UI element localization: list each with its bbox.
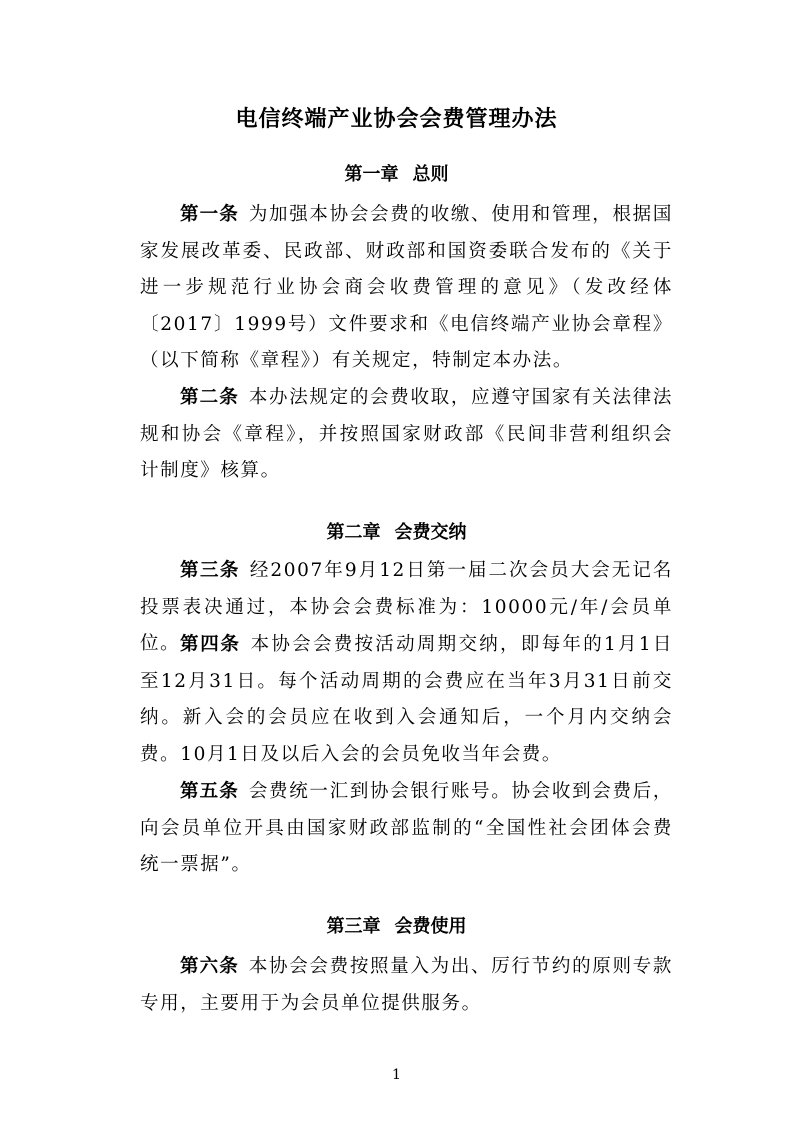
article-label: 第三条 (180, 560, 240, 581)
article-2 (140, 380, 673, 490)
chapter-heading-3 (0, 912, 793, 942)
chapter-number: 第二章 (326, 522, 381, 543)
chapter-number: 第一章 (344, 164, 399, 185)
article-5 (140, 774, 673, 884)
chapter-heading-1 (0, 160, 793, 190)
article-text: 本协会会费按活动周期交纳，即每年的1月1日至12月31日。每个活动周期的会费应在当年3月31日前交纳。新入会的会员应在收到入会通知后，一个月内交纳会费。10月1日及以后入会的会员免收当年会费。 (140, 634, 673, 765)
article-label: 第六条 (180, 956, 239, 977)
article-text: 为加强本协会会费的收缴、使用和管理，根据国家发展改革委、民政部、财政部和国资委联合发布的《关于进一步规范行业协会商会收费管理的意见》（发改经体〔2017〕1999号）文件要求和《电信终端产业协会章程》（以下简称《章程》）有关规定，特制定本办法。 (140, 204, 673, 371)
chapter-name: 会费交纳 (394, 522, 467, 543)
article-label: 第四条 (180, 634, 241, 655)
article-1 (140, 197, 673, 380)
chapter-name: 总则 (412, 164, 449, 185)
article-6 (140, 949, 673, 1022)
chapter-heading-2 (0, 518, 793, 548)
article-text: 会费统一汇到协会银行账号。协会收到会费后，向会员单位开具由国家财政部监制的“全国性社会团体会费统一票据”。 (140, 781, 673, 875)
article-text: 本协会会费按照量入为出、厉行节约的原则专款专用，主要用于为会员单位提供服务。 (140, 956, 673, 1014)
article-label: 第二条 (180, 387, 239, 408)
article-label: 第五条 (180, 781, 239, 802)
article-label: 第一条 (180, 204, 239, 225)
document-title: 电信终端产业协会会费管理办法 (235, 106, 558, 132)
article-text: 经2007年9月12日第一届二次会员大会无记名投票表决通过，本协会会费标准为：10000元/年/会员单位。 (140, 560, 673, 654)
article-4 (140, 627, 673, 773)
chapter-name: 会费使用 (394, 916, 467, 937)
article-text: 本办法规定的会费收取，应遵守国家有关法律法规和协会《章程》，并按照国家财政部《民间非营利组织会计制度》核算。 (140, 387, 673, 481)
page-number: 1 (392, 1067, 401, 1083)
chapter-number: 第三章 (326, 916, 381, 937)
